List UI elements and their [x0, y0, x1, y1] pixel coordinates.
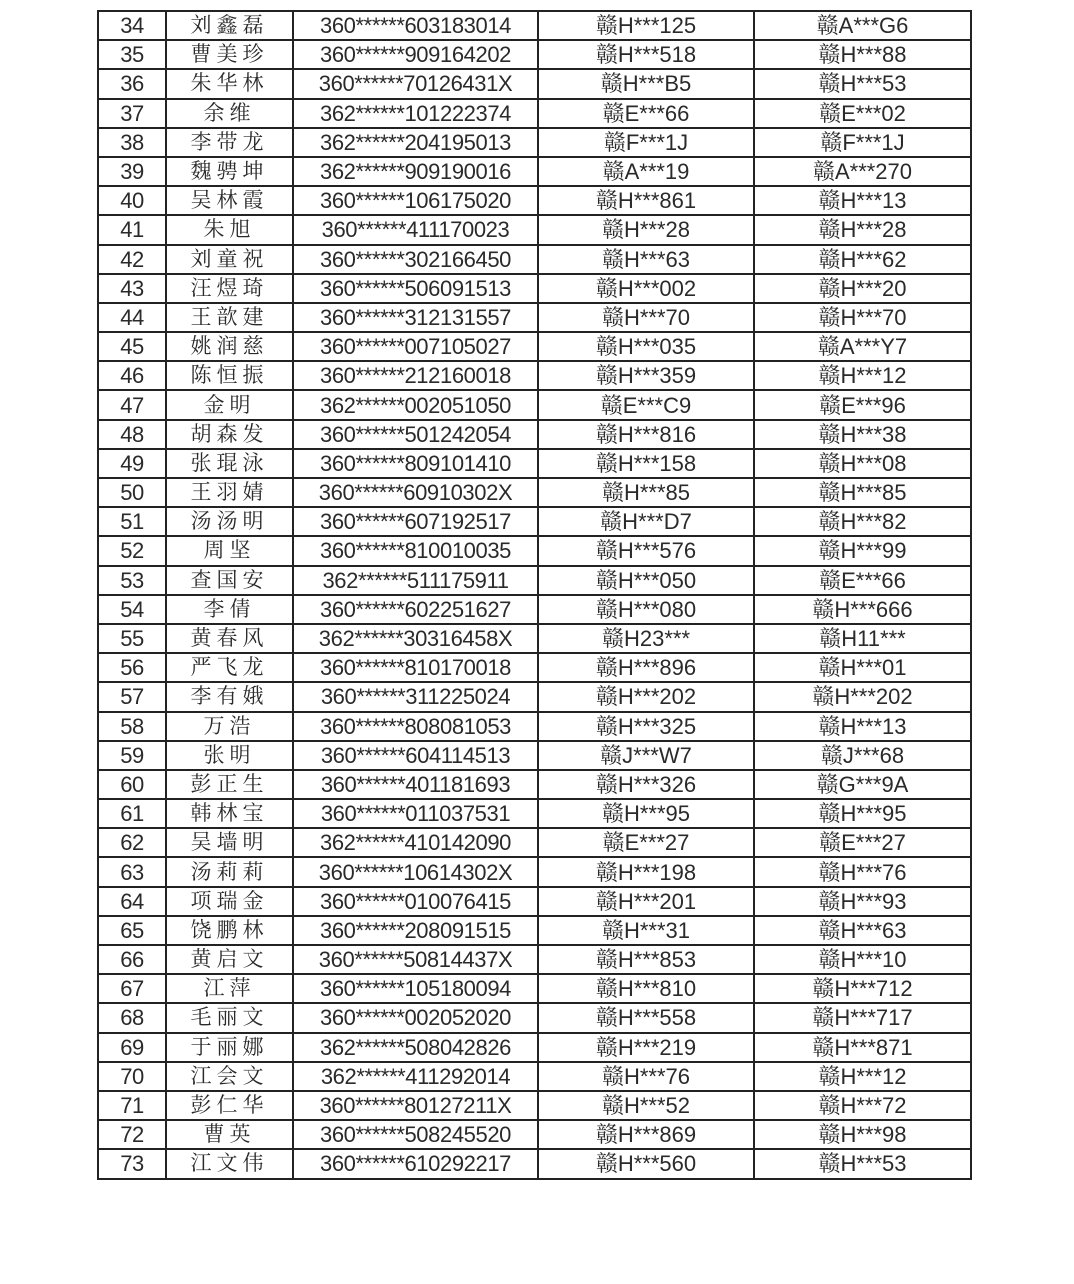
table-row — [98, 157, 971, 186]
row-number-cell: 35 — [98, 40, 166, 69]
id-number-cell: 360******809101410 — [293, 449, 538, 478]
plate-1-cell: 赣H***325 — [538, 712, 754, 741]
id-number-cell: 360******312131557 — [293, 303, 538, 332]
id-number-cell: 362******411292014 — [293, 1062, 538, 1091]
table-row — [98, 420, 971, 449]
table-row — [98, 974, 971, 1003]
row-number-cell: 68 — [98, 1003, 166, 1032]
plate-1-cell: 赣H***560 — [538, 1149, 754, 1178]
id-number-cell: 360******604114513 — [293, 741, 538, 770]
id-number-cell: 360******212160018 — [293, 361, 538, 390]
table-row — [98, 712, 971, 741]
row-number-cell: 58 — [98, 712, 166, 741]
plate-2-cell: 赣E***27 — [754, 828, 971, 857]
row-number-cell: 66 — [98, 945, 166, 974]
id-number-cell: 360******808081053 — [293, 712, 538, 741]
id-number-cell: 360******909164202 — [293, 40, 538, 69]
row-number-cell: 72 — [98, 1120, 166, 1149]
id-number-cell: 362******410142090 — [293, 828, 538, 857]
plate-2-cell: 赣H***10 — [754, 945, 971, 974]
plate-2-cell: 赣H***01 — [754, 653, 971, 682]
id-number-cell: 360******208091515 — [293, 916, 538, 945]
plate-2-cell: 赣E***96 — [754, 390, 971, 419]
name-cell: 朱华林 — [166, 69, 293, 98]
id-number-cell: 362******002051050 — [293, 390, 538, 419]
row-number-cell: 44 — [98, 303, 166, 332]
plate-2-cell: 赣H***871 — [754, 1033, 971, 1062]
name-cell: 吴林霞 — [166, 186, 293, 215]
row-number-cell: 73 — [98, 1149, 166, 1178]
plate-2-cell: 赣H***98 — [754, 1120, 971, 1149]
plate-1-cell: 赣H***326 — [538, 770, 754, 799]
plate-1-cell: 赣H***002 — [538, 274, 754, 303]
plate-2-cell: 赣H***12 — [754, 1062, 971, 1091]
row-number-cell: 63 — [98, 857, 166, 886]
row-number-cell: 45 — [98, 332, 166, 361]
plate-1-cell: 赣H***576 — [538, 536, 754, 565]
row-number-cell: 53 — [98, 566, 166, 595]
table-body — [98, 11, 971, 1179]
table-row — [98, 11, 971, 40]
row-number-cell: 67 — [98, 974, 166, 1003]
name-cell: 万浩 — [166, 712, 293, 741]
table-row — [98, 69, 971, 98]
plate-2-cell: 赣H***666 — [754, 595, 971, 624]
name-cell: 吴墙明 — [166, 828, 293, 857]
name-cell: 王歆建 — [166, 303, 293, 332]
table-row — [98, 857, 971, 886]
name-cell: 韩林宝 — [166, 799, 293, 828]
plate-2-cell: 赣H***93 — [754, 887, 971, 916]
plate-2-cell: 赣H***95 — [754, 799, 971, 828]
name-cell: 彭仁华 — [166, 1091, 293, 1120]
id-number-cell: 360******80127211X — [293, 1091, 538, 1120]
table-row — [98, 887, 971, 916]
id-number-cell: 362******204195013 — [293, 128, 538, 157]
name-cell: 余维 — [166, 99, 293, 128]
table-row — [98, 566, 971, 595]
table-row — [98, 741, 971, 770]
name-cell: 陈恒振 — [166, 361, 293, 390]
plate-2-cell: 赣E***66 — [754, 566, 971, 595]
plate-1-cell: 赣H***63 — [538, 245, 754, 274]
name-cell: 项瑞金 — [166, 887, 293, 916]
row-number-cell: 71 — [98, 1091, 166, 1120]
table-row — [98, 653, 971, 682]
row-number-cell: 39 — [98, 157, 166, 186]
table-row — [98, 770, 971, 799]
plate-2-cell: 赣H***85 — [754, 478, 971, 507]
plate-1-cell: 赣A***19 — [538, 157, 754, 186]
plate-1-cell: 赣H***70 — [538, 303, 754, 332]
name-cell: 黄春风 — [166, 624, 293, 653]
name-cell: 李带龙 — [166, 128, 293, 157]
row-number-cell: 62 — [98, 828, 166, 857]
plate-1-cell: 赣H***853 — [538, 945, 754, 974]
plate-1-cell: 赣H***158 — [538, 449, 754, 478]
plate-1-cell: 赣J***W7 — [538, 741, 754, 770]
plate-1-cell: 赣H***201 — [538, 887, 754, 916]
row-number-cell: 50 — [98, 478, 166, 507]
table-row — [98, 799, 971, 828]
plate-1-cell: 赣H***896 — [538, 653, 754, 682]
name-cell: 彭正生 — [166, 770, 293, 799]
name-cell: 李有娥 — [166, 682, 293, 711]
row-number-cell: 41 — [98, 215, 166, 244]
plate-2-cell: 赣H***202 — [754, 682, 971, 711]
plate-2-cell: 赣H***72 — [754, 1091, 971, 1120]
row-number-cell: 42 — [98, 245, 166, 274]
table-row — [98, 390, 971, 419]
name-cell: 毛丽文 — [166, 1003, 293, 1032]
plate-2-cell: 赣H***20 — [754, 274, 971, 303]
row-number-cell: 47 — [98, 390, 166, 419]
name-cell: 江会文 — [166, 1062, 293, 1091]
table-row — [98, 478, 971, 507]
row-number-cell: 48 — [98, 420, 166, 449]
name-cell: 汪煜琦 — [166, 274, 293, 303]
plate-1-cell: 赣H***219 — [538, 1033, 754, 1062]
row-number-cell: 70 — [98, 1062, 166, 1091]
name-cell: 张琨泳 — [166, 449, 293, 478]
row-number-cell: 56 — [98, 653, 166, 682]
id-number-cell: 360******607192517 — [293, 507, 538, 536]
id-number-cell: 360******002052020 — [293, 1003, 538, 1032]
row-number-cell: 69 — [98, 1033, 166, 1062]
plate-2-cell: 赣A***270 — [754, 157, 971, 186]
table-row — [98, 99, 971, 128]
plate-2-cell: 赣H***70 — [754, 303, 971, 332]
id-number-cell: 362******508042826 — [293, 1033, 538, 1062]
name-cell: 刘童祝 — [166, 245, 293, 274]
id-number-cell: 360******401181693 — [293, 770, 538, 799]
plate-1-cell: 赣H***202 — [538, 682, 754, 711]
id-number-cell: 360******311225024 — [293, 682, 538, 711]
plate-2-cell: 赣H***717 — [754, 1003, 971, 1032]
plate-2-cell: 赣H***13 — [754, 186, 971, 215]
id-number-cell: 360******60910302X — [293, 478, 538, 507]
plate-1-cell: 赣H***B5 — [538, 69, 754, 98]
plate-2-cell: 赣J***68 — [754, 741, 971, 770]
records-table — [97, 10, 972, 1180]
table-row — [98, 595, 971, 624]
plate-2-cell: 赣G***9A — [754, 770, 971, 799]
id-number-cell: 360******007105027 — [293, 332, 538, 361]
name-cell: 饶鹏林 — [166, 916, 293, 945]
plate-2-cell: 赣H***28 — [754, 215, 971, 244]
plate-2-cell: 赣A***Y7 — [754, 332, 971, 361]
plate-1-cell: 赣E***C9 — [538, 390, 754, 419]
id-number-cell: 360******603183014 — [293, 11, 538, 40]
plate-2-cell: 赣F***1J — [754, 128, 971, 157]
name-cell: 王羽婧 — [166, 478, 293, 507]
name-cell: 姚润慈 — [166, 332, 293, 361]
plate-2-cell: 赣H***08 — [754, 449, 971, 478]
table-row — [98, 245, 971, 274]
row-number-cell: 61 — [98, 799, 166, 828]
id-number-cell: 362******101222374 — [293, 99, 538, 128]
row-number-cell: 46 — [98, 361, 166, 390]
table-row — [98, 1062, 971, 1091]
plate-2-cell: 赣H***88 — [754, 40, 971, 69]
name-cell: 曹英 — [166, 1120, 293, 1149]
id-number-cell: 360******810010035 — [293, 536, 538, 565]
table-row — [98, 186, 971, 215]
table-row — [98, 449, 971, 478]
plate-1-cell: 赣H***050 — [538, 566, 754, 595]
id-number-cell: 360******106175020 — [293, 186, 538, 215]
id-number-cell: 360******011037531 — [293, 799, 538, 828]
row-number-cell: 43 — [98, 274, 166, 303]
name-cell: 江文伟 — [166, 1149, 293, 1178]
plate-2-cell: 赣H***53 — [754, 1149, 971, 1178]
name-cell: 汤莉莉 — [166, 857, 293, 886]
table-row — [98, 215, 971, 244]
table-row — [98, 916, 971, 945]
table-row — [98, 536, 971, 565]
plate-2-cell: 赣H***62 — [754, 245, 971, 274]
id-number-cell: 360******610292217 — [293, 1149, 538, 1178]
plate-2-cell: 赣E***02 — [754, 99, 971, 128]
name-cell: 江萍 — [166, 974, 293, 1003]
plate-1-cell: 赣H***810 — [538, 974, 754, 1003]
table-row — [98, 128, 971, 157]
id-number-cell: 360******010076415 — [293, 887, 538, 916]
name-cell: 曹美珍 — [166, 40, 293, 69]
name-cell: 张明 — [166, 741, 293, 770]
name-cell: 朱旭 — [166, 215, 293, 244]
table-row — [98, 303, 971, 332]
id-number-cell: 360******10614302X — [293, 857, 538, 886]
plate-1-cell: 赣H***76 — [538, 1062, 754, 1091]
plate-1-cell: 赣H***D7 — [538, 507, 754, 536]
name-cell: 严飞龙 — [166, 653, 293, 682]
id-number-cell: 360******506091513 — [293, 274, 538, 303]
plate-2-cell: 赣H***99 — [754, 536, 971, 565]
plate-1-cell: 赣H***518 — [538, 40, 754, 69]
table-row — [98, 682, 971, 711]
name-cell: 于丽娜 — [166, 1033, 293, 1062]
table-row — [98, 1091, 971, 1120]
name-cell: 金明 — [166, 390, 293, 419]
plate-1-cell: 赣F***1J — [538, 128, 754, 157]
name-cell: 胡森发 — [166, 420, 293, 449]
plate-1-cell: 赣H***125 — [538, 11, 754, 40]
row-number-cell: 65 — [98, 916, 166, 945]
table-row — [98, 1120, 971, 1149]
row-number-cell: 40 — [98, 186, 166, 215]
name-cell: 汤汤明 — [166, 507, 293, 536]
plate-1-cell: 赣H***558 — [538, 1003, 754, 1032]
id-number-cell: 360******70126431X — [293, 69, 538, 98]
plate-1-cell: 赣H***869 — [538, 1120, 754, 1149]
plate-2-cell: 赣A***G6 — [754, 11, 971, 40]
plate-2-cell: 赣H***13 — [754, 712, 971, 741]
id-number-cell: 362******909190016 — [293, 157, 538, 186]
plate-2-cell: 赣H***76 — [754, 857, 971, 886]
plate-2-cell: 赣H***53 — [754, 69, 971, 98]
plate-1-cell: 赣H***85 — [538, 478, 754, 507]
row-number-cell: 51 — [98, 507, 166, 536]
plate-2-cell: 赣H***38 — [754, 420, 971, 449]
table-row — [98, 624, 971, 653]
row-number-cell: 55 — [98, 624, 166, 653]
table-row — [98, 1033, 971, 1062]
id-number-cell: 360******411170023 — [293, 215, 538, 244]
name-cell: 查国安 — [166, 566, 293, 595]
plate-1-cell: 赣H***861 — [538, 186, 754, 215]
id-number-cell: 360******105180094 — [293, 974, 538, 1003]
plate-1-cell: 赣H***95 — [538, 799, 754, 828]
plate-2-cell: 赣H11*** — [754, 624, 971, 653]
row-number-cell: 49 — [98, 449, 166, 478]
id-number-cell: 360******508245520 — [293, 1120, 538, 1149]
row-number-cell: 60 — [98, 770, 166, 799]
name-cell: 周坚 — [166, 536, 293, 565]
name-cell: 刘鑫磊 — [166, 11, 293, 40]
plate-2-cell: 赣H***82 — [754, 507, 971, 536]
plate-1-cell: 赣E***66 — [538, 99, 754, 128]
name-cell: 魏骋坤 — [166, 157, 293, 186]
plate-2-cell: 赣H***712 — [754, 974, 971, 1003]
table-row — [98, 945, 971, 974]
row-number-cell: 57 — [98, 682, 166, 711]
row-number-cell: 64 — [98, 887, 166, 916]
plate-1-cell: 赣H***816 — [538, 420, 754, 449]
id-number-cell: 362******30316458X — [293, 624, 538, 653]
plate-1-cell: 赣H***359 — [538, 361, 754, 390]
row-number-cell: 38 — [98, 128, 166, 157]
plate-1-cell: 赣H***198 — [538, 857, 754, 886]
table-row — [98, 361, 971, 390]
id-number-cell: 360******50814437X — [293, 945, 538, 974]
plate-2-cell: 赣H***12 — [754, 361, 971, 390]
id-number-cell: 360******302166450 — [293, 245, 538, 274]
plate-1-cell: 赣H***31 — [538, 916, 754, 945]
plate-1-cell: 赣H***52 — [538, 1091, 754, 1120]
row-number-cell: 59 — [98, 741, 166, 770]
table-row — [98, 507, 971, 536]
plate-1-cell: 赣H***035 — [538, 332, 754, 361]
row-number-cell: 36 — [98, 69, 166, 98]
plate-1-cell: 赣E***27 — [538, 828, 754, 857]
row-number-cell: 54 — [98, 595, 166, 624]
plate-1-cell: 赣H***28 — [538, 215, 754, 244]
table-row — [98, 332, 971, 361]
plate-1-cell: 赣H23*** — [538, 624, 754, 653]
name-cell: 黄启文 — [166, 945, 293, 974]
plate-1-cell: 赣H***080 — [538, 595, 754, 624]
row-number-cell: 52 — [98, 536, 166, 565]
table-row — [98, 40, 971, 69]
id-number-cell: 360******810170018 — [293, 653, 538, 682]
table-row — [98, 828, 971, 857]
table-row — [98, 274, 971, 303]
row-number-cell: 37 — [98, 99, 166, 128]
id-number-cell: 360******501242054 — [293, 420, 538, 449]
table-row — [98, 1149, 971, 1178]
id-number-cell: 360******602251627 — [293, 595, 538, 624]
name-cell: 李倩 — [166, 595, 293, 624]
id-number-cell: 362******511175911 — [293, 566, 538, 595]
row-number-cell: 34 — [98, 11, 166, 40]
table-row — [98, 1003, 971, 1032]
plate-2-cell: 赣H***63 — [754, 916, 971, 945]
